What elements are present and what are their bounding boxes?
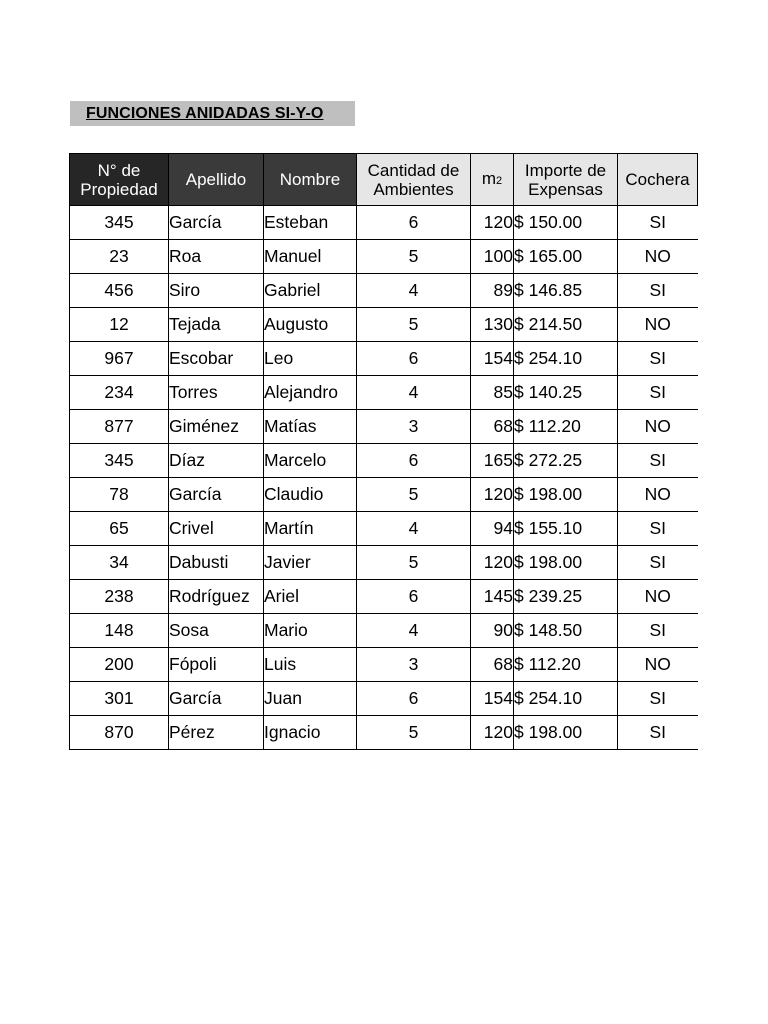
table-row [70, 512, 698, 546]
cell-propiedad: 65 [70, 512, 169, 546]
cell-propiedad: 870 [70, 716, 169, 750]
cell-cochera: NO [618, 648, 698, 682]
cell-cochera: SI [618, 342, 698, 376]
cell-expensas: $ 198.00 [514, 546, 618, 580]
cell-nombre: Manuel [264, 240, 357, 274]
cell-cochera: NO [618, 580, 698, 614]
cell-ambientes: 5 [357, 716, 471, 750]
cell-m2: 120 [471, 716, 514, 750]
cell-ambientes: 3 [357, 648, 471, 682]
cell-propiedad: 345 [70, 206, 169, 240]
table-row [70, 716, 698, 750]
cell-nombre: Mario [264, 614, 357, 648]
cell-propiedad: 234 [70, 376, 169, 410]
cell-m2: 120 [471, 206, 514, 240]
page-title: FUNCIONES ANIDADAS SI-Y-O [86, 104, 324, 122]
cell-ambientes: 4 [357, 614, 471, 648]
cell-expensas: $ 140.25 [514, 376, 618, 410]
cell-cochera: SI [618, 682, 698, 716]
cell-m2: 94 [471, 512, 514, 546]
header-expensas-line2: Expensas [528, 179, 603, 199]
cell-cochera: NO [618, 240, 698, 274]
cell-ambientes: 6 [357, 682, 471, 716]
cell-apellido: Torres [169, 376, 264, 410]
cell-apellido: Rodríguez [169, 580, 264, 614]
cell-propiedad: 456 [70, 274, 169, 308]
cell-m2: 68 [471, 410, 514, 444]
table-row [70, 376, 698, 410]
table-row [70, 546, 698, 580]
header-propiedad-line1: N° de [97, 160, 141, 180]
cell-expensas: $ 155.10 [514, 512, 618, 546]
header-propiedad [70, 154, 169, 206]
cell-propiedad: 238 [70, 580, 169, 614]
cell-nombre: Marcelo [264, 444, 357, 478]
cell-propiedad: 12 [70, 308, 169, 342]
cell-propiedad: 23 [70, 240, 169, 274]
cell-ambientes: 4 [357, 512, 471, 546]
cell-apellido: Pérez [169, 716, 264, 750]
cell-nombre: Javier [264, 546, 357, 580]
cell-ambientes: 4 [357, 274, 471, 308]
cell-expensas: $ 239.25 [514, 580, 618, 614]
table-row [70, 274, 698, 308]
table-row [70, 342, 698, 376]
table-row [70, 240, 698, 274]
cell-ambientes: 5 [357, 478, 471, 512]
cell-nombre: Gabriel [264, 274, 357, 308]
header-m2-exponent: 2 [496, 174, 503, 187]
cell-expensas: $ 214.50 [514, 308, 618, 342]
cell-nombre: Juan [264, 682, 357, 716]
properties-table [69, 153, 698, 750]
cell-apellido: Escobar [169, 342, 264, 376]
table-row [70, 206, 698, 240]
table-row [70, 682, 698, 716]
cell-apellido: Crivel [169, 512, 264, 546]
cell-apellido: Fópoli [169, 648, 264, 682]
cell-cochera: SI [618, 546, 698, 580]
cell-expensas: $ 112.20 [514, 410, 618, 444]
cell-apellido: García [169, 206, 264, 240]
cell-nombre: Augusto [264, 308, 357, 342]
table-row [70, 580, 698, 614]
cell-expensas: $ 254.10 [514, 682, 618, 716]
header-propiedad-line2: Propiedad [80, 179, 158, 199]
cell-propiedad: 877 [70, 410, 169, 444]
table-row [70, 614, 698, 648]
cell-m2: 85 [471, 376, 514, 410]
cell-apellido: Díaz [169, 444, 264, 478]
table-header-row [70, 154, 698, 206]
cell-expensas: $ 165.00 [514, 240, 618, 274]
cell-apellido: Dabusti [169, 546, 264, 580]
cell-cochera: SI [618, 512, 698, 546]
cell-propiedad: 301 [70, 682, 169, 716]
cell-cochera: SI [618, 716, 698, 750]
cell-cochera: SI [618, 614, 698, 648]
cell-nombre: Alejandro [264, 376, 357, 410]
table-body [70, 206, 698, 750]
cell-ambientes: 6 [357, 206, 471, 240]
cell-propiedad: 34 [70, 546, 169, 580]
cell-ambientes: 6 [357, 342, 471, 376]
table-row [70, 478, 698, 512]
header-ambientes-line1: Cantidad de [367, 160, 460, 180]
cell-ambientes: 6 [357, 580, 471, 614]
cell-m2: 68 [471, 648, 514, 682]
cell-propiedad: 148 [70, 614, 169, 648]
cell-propiedad: 78 [70, 478, 169, 512]
cell-ambientes: 4 [357, 376, 471, 410]
cell-propiedad: 200 [70, 648, 169, 682]
header-apellido: Apellido [169, 154, 264, 206]
table-row [70, 648, 698, 682]
cell-ambientes: 6 [357, 444, 471, 478]
cell-expensas: $ 198.00 [514, 716, 618, 750]
cell-ambientes: 3 [357, 410, 471, 444]
cell-m2: 165 [471, 444, 514, 478]
cell-propiedad: 967 [70, 342, 169, 376]
header-ambientes [357, 154, 471, 206]
cell-apellido: Siro [169, 274, 264, 308]
cell-apellido: Sosa [169, 614, 264, 648]
cell-apellido: Giménez [169, 410, 264, 444]
cell-expensas: $ 254.10 [514, 342, 618, 376]
cell-expensas: $ 150.00 [514, 206, 618, 240]
cell-nombre: Matías [264, 410, 357, 444]
cell-m2: 145 [471, 580, 514, 614]
cell-m2: 120 [471, 546, 514, 580]
header-expensas [514, 154, 618, 206]
cell-nombre: Ignacio [264, 716, 357, 750]
cell-nombre: Luis [264, 648, 357, 682]
header-ambientes-line2: Ambientes [373, 179, 454, 199]
cell-expensas: $ 272.25 [514, 444, 618, 478]
cell-nombre: Ariel [264, 580, 357, 614]
cell-nombre: Claudio [264, 478, 357, 512]
title-banner [70, 101, 355, 126]
cell-expensas: $ 148.50 [514, 614, 618, 648]
header-m2 [471, 154, 514, 206]
cell-cochera: NO [618, 478, 698, 512]
cell-cochera: NO [618, 308, 698, 342]
cell-nombre: Leo [264, 342, 357, 376]
cell-m2: 100 [471, 240, 514, 274]
cell-m2: 154 [471, 682, 514, 716]
cell-cochera: SI [618, 274, 698, 308]
cell-cochera: SI [618, 206, 698, 240]
cell-apellido: García [169, 682, 264, 716]
cell-m2: 120 [471, 478, 514, 512]
cell-cochera: SI [618, 376, 698, 410]
header-expensas-line1: Importe de [524, 160, 607, 180]
header-m2-base: m [481, 168, 497, 188]
cell-expensas: $ 146.85 [514, 274, 618, 308]
table-row [70, 308, 698, 342]
cell-m2: 154 [471, 342, 514, 376]
cell-ambientes: 5 [357, 546, 471, 580]
cell-m2: 130 [471, 308, 514, 342]
cell-cochera: NO [618, 410, 698, 444]
header-cochera: Cochera [618, 154, 698, 206]
cell-apellido: García [169, 478, 264, 512]
cell-apellido: Roa [169, 240, 264, 274]
cell-propiedad: 345 [70, 444, 169, 478]
cell-apellido: Tejada [169, 308, 264, 342]
table-row [70, 410, 698, 444]
cell-m2: 90 [471, 614, 514, 648]
header-nombre: Nombre [264, 154, 357, 206]
cell-expensas: $ 112.20 [514, 648, 618, 682]
table-row [70, 444, 698, 478]
cell-expensas: $ 198.00 [514, 478, 618, 512]
cell-m2: 89 [471, 274, 514, 308]
cell-ambientes: 5 [357, 308, 471, 342]
cell-nombre: Esteban [264, 206, 357, 240]
cell-cochera: SI [618, 444, 698, 478]
cell-nombre: Martín [264, 512, 357, 546]
cell-ambientes: 5 [357, 240, 471, 274]
